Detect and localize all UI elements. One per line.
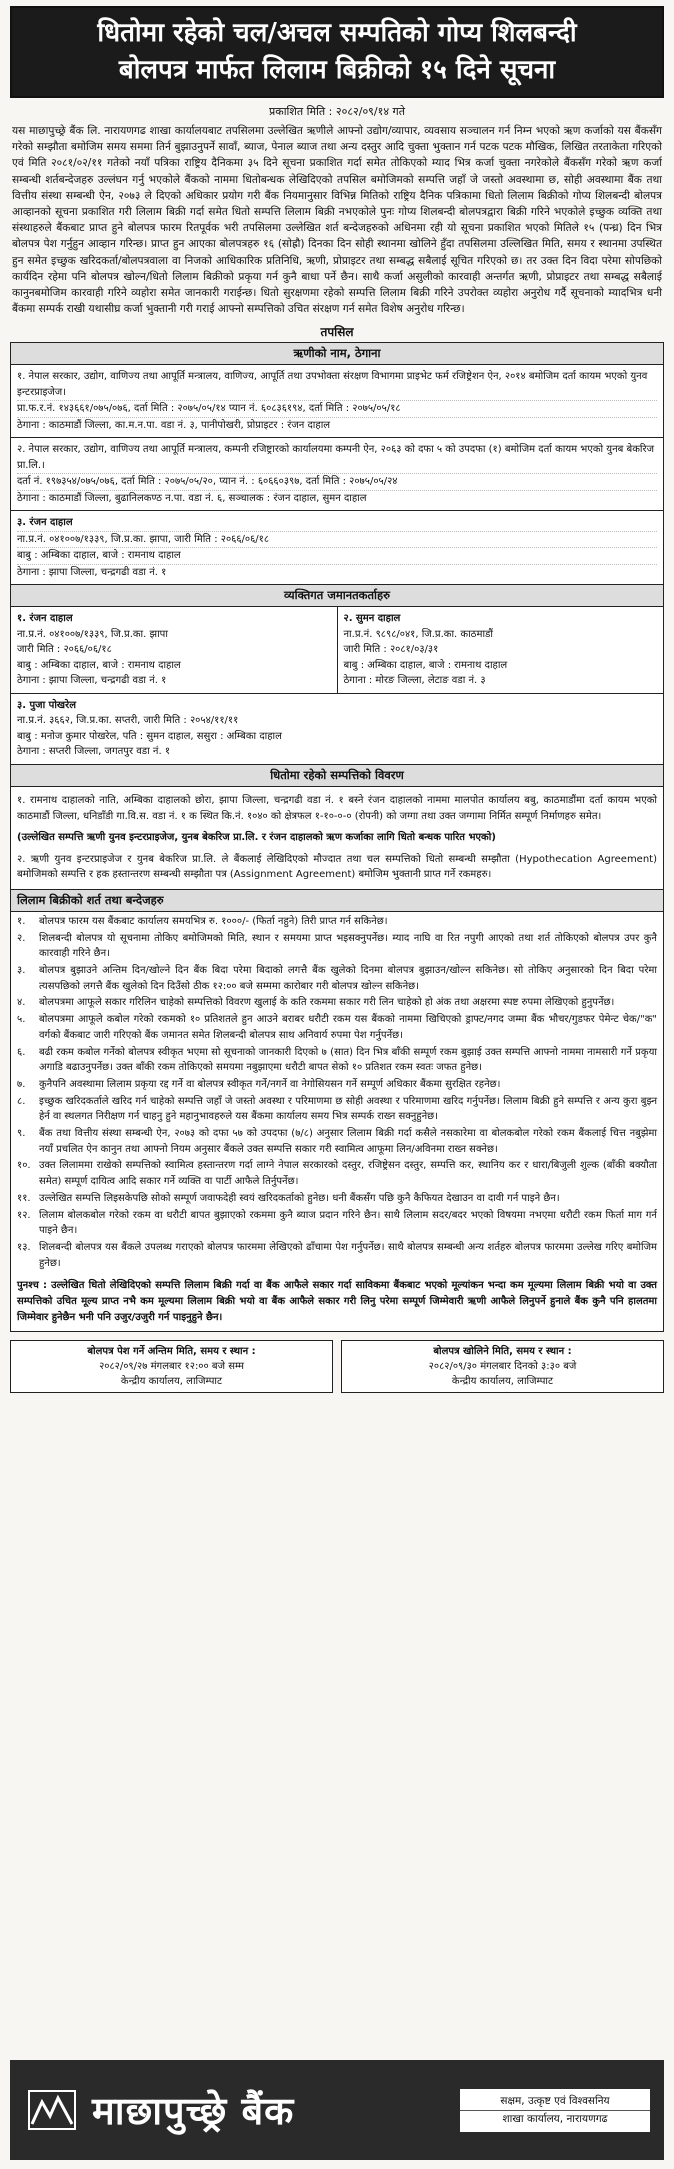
guarantor-line: बाबु : अम्बिका दाहाल, बाजे : रामनाथ दाहाल (17, 659, 181, 671)
term-text: बोलपत्रमा आफूले सकार गरिलिन चाहेको सम्पत्तिको विवरण खुलाई के कति रकममा सकार गरी लिन चाहेको हो अंक तथा अक्षरमा स्पष्ट रुपमा लेखिएको हुनुपर्नेछ। (39, 997, 615, 1009)
term-item (17, 1126, 657, 1157)
guarantor-line: ३. पुजा पोखरेल (17, 699, 76, 711)
guarantor-line: ना.प्र.नं. ३६६२, जि.प्र.का. सप्तरी, जारी मिति : २०५४/११/११ (17, 715, 239, 727)
collateral-details (11, 787, 663, 890)
mountain-logo-icon (28, 2090, 76, 2130)
term-text: बोलपत्र बुझाउने अन्तिम दिन/खोल्ने दिन बैंक बिदा परेमा बिदाको लगत्तै बैंक खुलेको दिनमा बोलपत्र बुझाउन/खोल्न सकिनेछ। सो तोकिए अनुसारको दिन बिदा परेमा त्यसपछिको लगत्तै बैंक खुलेको दिन दिउँसो ठीक १२:०० बजे सम्ममा कारोबार गरी बोलपत्र खोल्न सकिनेछ। (39, 965, 657, 992)
tapsil-heading: तपसिल (320, 325, 354, 340)
borrower-line: ना.प्र.नं. ०४१००७/१३३९, जि.प्र.का. झापा, जारी मिति : २०६६/०६/१८ (17, 532, 657, 549)
term-number: ९. (17, 1128, 26, 1140)
term-item (17, 1158, 657, 1189)
collateral-item-2: २. ऋणी युनव इन्टरप्राइजेज र युनब बेकरिज प्रा.लि. ले बैंकलाई लेखिदिएको मौज्दात तथा चल सम्पत्तिको धितो सम्बन्धी सम्झौता (Hypothecation Agreement) बमोजिमको सम्पत्ति र हक हस्तान्तरण सम्बन्धी सम्झौता पत्र (Assignment Agreement) बमोजिम भुक्तानी प्राप्त गर्ने रकमहरु। (17, 853, 657, 881)
term-text: कुनैपनि अवस्थामा लिलाम प्रकृया रद्द गर्ने वा बोलपत्र स्वीकृत गर्ने/नगर्ने वा नेगोसियसन गर्ने सम्पूर्ण अधिकार बैंकमा सुरक्षित रहनेछ। (39, 1078, 501, 1090)
term-number: ३. (17, 965, 26, 977)
term-text: बोलपत्रमा आफूले कबोल गरेको रकमको १० प्रतिशतले हुन आउने बराबर धरौटी रकम यस बैंकको नाममा खिचिएको ड्राफ्ट/नगद जम्मा बैंक भौचर/गुडफर पेमेन्ट चेक/"क" वर्गको बैंकबाट जारी गरिएको बैंक जमानत समेत शिलबन्दी बोलपत्र साथ अनिवार्य रुपमा पेश गर्नुपर्नेछ। (39, 1014, 657, 1041)
borrower-line: बाबु : अम्बिका दाहाल, बाजे : रामनाथ दाहाल (17, 548, 657, 565)
guarantor-3 (11, 694, 663, 765)
guarantor-2 (338, 607, 664, 693)
term-number: ४. (17, 997, 26, 1009)
term-number: ७. (17, 1078, 26, 1090)
terms-list (11, 912, 663, 1276)
borrower-line: ठेगाना : काठमाडौं जिल्ला, का.म.न.पा. वडा नं. ३, पानीपोखरी, प्रोप्राइटर : रंजन दाहाल (17, 419, 331, 431)
guarantor-line: बाबु : अम्बिका दाहाल, बाजे : रामनाथ दाहाल (343, 659, 508, 671)
notice-title-banner (10, 6, 664, 98)
submission-heading: बोलपत्र पेश गर्ने अन्तिम मिति, समय र स्थान : (87, 1346, 256, 1358)
postscript-note: पुनश्च : उल्लेखित धितो लेखिदिएको सम्पत्ति लिलाम बिक्री गर्दा वा बैंक आफैले सकार गर्दा साविकमा बैंकबाट भएको मूल्यांकन भन्दा कम मूल्यमा लिलाम बिक्री भयो वा उक्त सम्पत्तिको उचित मूल्य प्राप्त नभै कम मूल्यमा लिलाम बिक्री भयो वा बैंक आफैले सकार गरी लिनु परेमा सम्पूर्ण जिम्मेवारी ऋणी आफैले लिनुपर्ने हुनाले बैंक कुनै पनि हालतमा जिम्मेवार हुनेछैन भनी पनि उजुर/उजुरी गर्न पाइनुहुने छैन। (17, 1280, 657, 1323)
term-item (17, 1012, 657, 1043)
term-item (17, 1094, 657, 1125)
term-text: बोलपत्र फारम यस बैंकबाट कार्यालय समयभित्र रु. १०००/- (फिर्ता नहुने) तिरी प्राप्त गर्न सकिनेछ। (39, 915, 388, 927)
borrower-line: प्रा.फ.र.नं. १४३६६१/०७५/०७६, दर्ता मिति : २०७५/०५/१४ प्यान नं. ६०८३६१९४, दर्ता मिति : २०७५/०५/१८ (17, 401, 657, 418)
borrower-line: ३. रंजन दाहाल (17, 515, 657, 532)
borrower-block-3 (11, 511, 663, 585)
branch-office: शाखा कार्यालय, नारायणगढ (502, 2112, 608, 2125)
term-number: ५. (17, 1014, 26, 1026)
term-number: ८. (17, 1095, 26, 1107)
deadline-boxes (10, 1340, 664, 1393)
guarantor-1 (11, 607, 338, 693)
term-text: उल्लेखित सम्पत्ति लिइसकेपछि सोको सम्पूर्ण जवाफदेही स्वयं खरिदकर्ताको हुनेछ। धनी बैंकसँग पछि कुनै कैफियत देखाउन वा दावी गर्न पाइने छैन। (39, 1192, 560, 1204)
guarantor-line: ठेगाना : झापा जिल्ला, चन्द्रगढी वडा नं. १ (17, 675, 167, 687)
opening-place: केन्द्रीय कार्यालय, लाजिम्पाट (451, 1376, 554, 1388)
guarantor-line: जारी मिति : २०६६/०६/१८ (17, 644, 112, 656)
term-number: १. (17, 915, 26, 927)
published-date: प्रकाशित मिति : २०८२/०९/१४ गते (268, 105, 406, 118)
guarantor-line: ठेगाना : मोरङ जिल्ला, लेटाङ वडा नं. ३ (343, 675, 486, 687)
term-item (17, 1240, 657, 1271)
term-item (17, 995, 657, 1011)
term-item (17, 963, 657, 994)
borrower-line: ठेगाना : झापा जिल्ला, चन्द्रगढी वडा नं. १ (17, 566, 167, 578)
term-item (17, 1077, 657, 1093)
borrower-line: ठेगाना : काठमाडौं जिल्ला, बुढानिलकण्ठ न.पा. वडा नं. ६, सञ्चालक : रंजन दाहाल, सुमन दाहाल (17, 492, 367, 504)
guarantor-line: २. सुमन दाहाल (343, 613, 401, 625)
title-line-2: बोलपत्र मार्फत लिलाम बिक्रीको १५ दिने सूचना (118, 55, 556, 85)
term-number: २. (17, 932, 26, 944)
guarantor-line: ठेगाना : सप्तरी जिल्ला, जगतपुर वडा नं. १ (17, 746, 171, 758)
collateral-item-1: १. रामनाथ दाहालको नाति, अम्बिका दाहालको छोरा, झापा जिल्ला, चन्द्रगढी वडा नं. १ बस्ने रंजन दाहालको नाममा मालपोत कार्यालय बबु, काठमाडौंमा दर्ता कायम भएको काठमाडौं जिल्ला, धनिडाँडी गा.वि.स. वडा नं. १ क स्थित कि.नं. १०४० को क्षेत्रफल १-१०-०-० (रोपनी) को जग्गा तथा उक्त जग्गामा निर्मित सम्पूर्ण निर्माणहरु समेत। (17, 794, 657, 822)
guarantors-grid (11, 607, 663, 694)
term-text: लिलाम बोलकबोल गरेको रकम वा धरौटी बापत बुझाएको रकममा कुनै ब्याज प्रदान गरिने छैन। साथै लिलाम सदर/बदर भएको विषयमा नभएमा धरौटी रकम फिर्ता माग गर्न पाइने छैन। (39, 1209, 657, 1237)
guarantor-line: ना.प्र.नं. ९८९८/०४१, जि.प्र.का. काठमाडौं (343, 628, 493, 640)
term-text: उक्त लिलाममा राखेको सम्पत्तिको स्वामित्व हस्तान्तरण गर्दा लाग्ने नेपाल सरकारको दस्तुर, रजिष्ट्रेसन दस्तुर, सम्पत्ति कर, स्थानिय कर र धारा/बिजुली शुल्क (बाँकी बक्यौता समेत) सम्पूर्ण दायित्व आदि सकार गर्ने व्यक्ति वा पार्टी आफैले तिर्नुपर्नेछ। (39, 1160, 657, 1188)
guarantor-line: जारी मिति : २०८१/०३/३१ (343, 644, 439, 656)
collateral-note: (उल्लेखित सम्पत्ति ऋणी युनव इन्टरप्राइजेज, युनब बेकरिज प्रा.लि. र रंजन दाहालको ऋण कर्जाका लागि धितो बन्धक पारित भएको) (17, 832, 496, 844)
borrower-line: १. नेपाल सरकार, उद्योग, वाणिज्य तथा आपूर्ति मन्त्रालय, वाणिज्य, आपूर्ति तथा उपभोक्ता संरक्षण विभागमा प्राइभेट फर्म रजिष्ट्रेशन ऐन, २०१४ बमोजिम दर्ता कायम भएको युनव इन्टरप्राइजेज। (17, 369, 657, 401)
submission-deadline (10, 1340, 333, 1393)
opening-schedule (341, 1340, 664, 1393)
term-item (17, 1045, 657, 1076)
bank-name: माछापुच्छ्रे बैंक (92, 2089, 295, 2133)
term-item (17, 914, 657, 930)
borrower-line: दर्ता नं. १९७३५४/०७५/०७६, दर्ता मिति : २०७५/०५/२०, प्यान नं. : ६०६६०३९७, दर्ता मिति : २०७५/०५/२४ (17, 474, 657, 491)
details-table (10, 342, 664, 1332)
borrowers-heading: ऋणीको नाम, ठेगाना (11, 343, 663, 365)
guarantor-line: १. रंजन दाहाल (17, 613, 73, 625)
borrower-line: २. नेपाल सरकार, उद्योग, वाणिज्य तथा आपूर्ति मन्त्रालय, कम्पनी रजिष्ट्रारको कार्यालयमा कम्पनी ऐन, २०६३ को दफा ५ को उपदफा (१) बमोजिम दर्ता कायम भएको युनब बेकरिज प्रा.लि.। (17, 442, 657, 474)
bank-slogan: सक्षम, उत्कृष्ट एवं विश्वसनिय (460, 2093, 650, 2111)
intro-paragraph: यस माछापुच्छ्रे बैंक लि. नारायणगढ शाखा कार्यालयबाट तपसिलमा उल्लेखित ऋणीले आफ्नो उद्योग/व्यापार, व्यवसाय सञ्चालन गर्न निम्न भएको ऋण कर्जाको यस बैंकसँग गरेको सम्झौता बमोजिम समय सममा तिर्न बुझाउनुपर्ने सावाँ, ब्याज, पेनाल ब्याज तथा अन्य दस्तुर आदि चुक्ता भुक्तान गर्न पटक पटक मौखिक, लिखित तरताकेता गरिएको एवं मिति २०८१/०२/११ गतेको नयाँ पत्रिका राष्ट्रिय दैनिकमा ३५ दिने सूचना प्रकाशित गर्दा समेत तोकिएको म्याद भित्र कर्जा चुक्ता नगरेकोले बैंकसँग गरेको ऋण कर्जा सम्बन्धी शर्तबन्देजहरु उल्लंघन गर्नु भएकोले बैंकको नाममा धितोबन्धक लेखिदिएको तपसिल बमोजिमको सम्पत्ति जहाँ जे जस्तो अवस्थामा छ, सोही अवस्थामा बैंक तथा वित्तीय संस्था सम्बन्धी ऐन, २०७३ ले दिएको अधिकार प्रयोग गरी बैंक नियमानुसार विभिन्न मितिको राष्ट्रिय दैनिक पत्रिकामा धितो लिलाम बिक्रीको गोप्य शिलबन्दी बोलपत्र आव्हानको सूचना प्रकाशित गरी लिलाम बिक्री गर्दा समेत धितो सम्पत्ति लिलाम बिक्री नभएकोले पुनः गोप्य शिलबन्दी बोलपत्रद्वारा बिक्री गरिने भएकोले इच्छुक व्यक्ति तथा संस्थाहरुले बैंकबाट प्राप्त हुने बोलपत्र फारम रितपूर्वक भरी तपसिलमा उल्लेखित शर्त बन्देजहरुको अधिनमा रही यो सूचना प्रकाशित भएको मितिले १५ (पन्ध्र) दिन भित्र बोलपत्र पेश गर्नुहुन आव्हान गरिन्छ। प्राप्त हुन आएका बोलपत्रहरु १६ (सोह्रौ) दिनका दिन सोही स्थानमा खोलिने हुँदा तपसिलमा उल्लिखित मिति, समय र स्थानमा उपस्थित हुन समेत इच्छुक खरिदकर्ता/बोलपत्रवाला वा निजको आधिकारिक प्रतिनिधि, ऋणी, प्रोप्राइटर तथा सम्बद्ध सबैलाई सूचित गरिएको छ। तर उक्त दिन विदा परेमा सोपछिको कार्यदिन रहेमा पनि बोलपत्र खोल्न/धितो लिलाम बिक्रीको प्रकृया गर्न कुनै बाधा पर्ने छैन। साथै कर्जा असुलीको कारवाही अन्तर्गत ऋणी, प्रोप्राइटर तथा सम्बद्ध सबैलाई कानुनबमोजिम कारवाही गरिने व्यहोरा समेत जानकारी गराईन्छ। धितो सुरक्षणमा रहेको सम्पत्ति लिलाम बिक्री गरिने उपरोक्त व्यहोरा अनुरोध गर्दै सूचनाको म्यादभित्र धनी बैंकमा सम्पर्क राखी यथासीघ्र कर्जा भुक्तानी गरी गराई आफ्नो सम्पत्तिको उचित संरक्षण गर्न समेत विशेष अनुरोध गरिन्छ। (12, 125, 662, 316)
term-number: १२. (17, 1209, 31, 1221)
term-number: ६. (17, 1046, 26, 1058)
term-number: ११. (17, 1192, 31, 1204)
term-item (17, 1191, 657, 1207)
collateral-heading: धितोमा रहेको सम्पत्तिको विवरण (11, 765, 663, 787)
submission-place: केन्द्रीय कार्यालय, लाजिम्पाट (120, 1376, 223, 1388)
borrower-block-2 (11, 438, 663, 511)
term-number: १०. (17, 1160, 31, 1172)
term-text: इच्छुक खरिदकर्ताले खरिद गर्न चाहेको सम्पत्ति जहाँ जे जस्तो अवस्था र परिमाणमा छ सोही अवस्था र परिमाणमा खरिद गर्नुपर्नेछ। लिलाम बिक्री हुने सम्पत्ति र अन्य कुरा बुझ्न हेर्न वा स्थलगत निरीक्षण गर्न चाहनु हुने महानुभावहरुले यस बैंकमा कार्यालय समय भित्र सम्पर्क राख्न सक्नुहुनेछ। (39, 1095, 657, 1123)
terms-heading: लिलाम बिक्रीको शर्त तथा बन्देजहरु (11, 890, 663, 912)
term-item (17, 931, 657, 962)
guarantor-line: बाबु : मनोज कुमार पोखरेल, पति : सुमन दाहाल, ससुरा : अम्बिका दाहाल (17, 730, 282, 742)
term-text: बैंक तथा वित्तीय संस्था सम्बन्धी ऐन, २०७३ को दफा ५७ को उपदफा (७/८) अनुसार लिलाम बिक्री गर्दा कसैले नसकारेमा वा बोलकबोल गरेको रकम बैंकलाई चित्त नबुझेमा नयाँ प्रचलित ऐन कानुन तथा आफ्नो नियम अनुसार बैंकले उक्त सम्पत्ति सकार गरी स्वामित्व आफूमा लिन/अविनमा राख्न सक्नेछ। (39, 1128, 657, 1155)
title-line-1: धितोमा रहेको चल/अचल सम्पतिको गोप्य शिलबन्दी (97, 18, 577, 48)
guarantors-heading: व्यक्तिगत जमानतकर्ताहरु (11, 585, 663, 607)
term-text: शिलबन्दी बोलपत्र यस बैंकले उपलब्ध गराएको बोलपत्र फारममा लेखिएको ढाँचामा पेश गर्नुपर्नेछ। साथै बोलपत्र सम्बन्धी अन्य शर्तहरु बोलपत्र फारममा उल्लेख गरिए बमोजिम हुनेछ। (39, 1241, 657, 1269)
term-item (17, 1208, 657, 1239)
bank-slogan-box (460, 2089, 650, 2132)
borrower-block-1 (11, 365, 663, 438)
term-text: शिलबन्दी बोलपत्र यो सूचनामा तोकिए बमोजिमको मिति, स्थान र समयमा प्राप्त भइसक्नुपर्नेछ। म्याद नाघि वा रित नपुगी आएको तथा शर्त तोकिएको बोलपत्र उपर कुनै कारवाही गरिने छैन। (39, 932, 657, 960)
guarantor-line: ना.प्र.नं. ०४१००७/१३३९, जि.प्र.का. झापा (17, 628, 168, 640)
opening-datetime: २०८२/०९/३० मंगलबार दिनको ३:३० बजे (428, 1361, 577, 1373)
bank-footer (10, 2060, 664, 2160)
term-text: बढी रकम कबोल गर्नेको बोलपत्र स्वीकृत भएमा सो सूचनाको जानकारी दिएको ७ (सात) दिन भित्र बाँकी सम्पूर्ण रकम बुझाई उक्त सम्पत्ति आफ्नो नाममा नामसारी गर्ने प्रकृया अगाडि बढाउनुपर्नेछ। उक्त बाँकी रकम तोकिएको समयमा नबुझाएमा धरौटी बापत सेको १० प्रतिशत रकम स्वतः जफत हुनेछ। (39, 1046, 657, 1074)
term-number: १३. (17, 1241, 31, 1253)
opening-heading: बोलपत्र खोलिने मिति, समय र स्थान : (433, 1346, 572, 1358)
submission-datetime: २०८२/०९/२७ मंगलबार १२:०० बजे सम्म (99, 1361, 244, 1373)
